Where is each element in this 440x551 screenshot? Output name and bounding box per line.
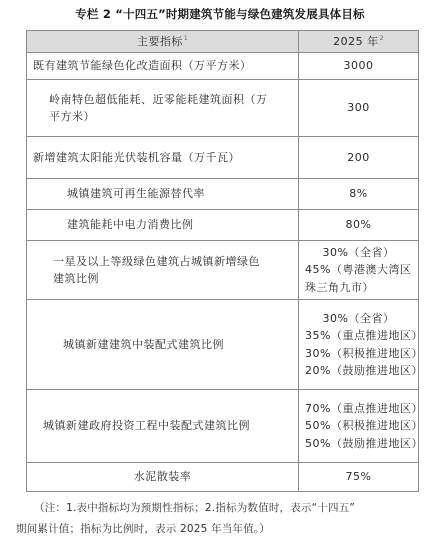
value-cell: 80% <box>299 210 419 241</box>
value-cell <box>299 241 419 300</box>
value-line: 30%（全省） <box>322 312 395 326</box>
indicator-cell: 建筑能耗中电力消费比例 <box>27 210 299 241</box>
table-row <box>27 179 419 210</box>
indicator-cell: 一星及以上等级绿色建筑占城镇新增绿色建筑比例 <box>27 241 299 300</box>
value-cell: 200 <box>299 137 419 179</box>
table-row <box>27 241 419 300</box>
value-line: 45%（粤港澳大湾区珠三角九市） <box>305 263 412 294</box>
value-cell: 8% <box>299 179 419 210</box>
indicator-cell: 岭南特色超低能耗、近零能耗建筑面积（万平方米） <box>27 80 299 137</box>
value-line: 30%（全省） <box>322 246 395 260</box>
header-indicator: 主要指标$^1$ <box>27 31 299 53</box>
value-line: 50%（积极推进地区） <box>305 419 423 433</box>
indicator-cell: 城镇新建建筑中装配式建筑比例 <box>27 300 299 390</box>
value-line: 50%（鼓励推进地区） <box>305 436 423 450</box>
table-row <box>27 463 419 492</box>
table-row <box>27 53 419 80</box>
header-year: 2025 年$^2$ <box>299 31 419 53</box>
table-row <box>27 210 419 241</box>
value-line: 30%（积极推进地区） <box>305 346 423 360</box>
indicator-cell: 城镇新建政府投资工程中装配式建筑比例 <box>27 390 299 463</box>
indicator-cell: 新增建筑太阳能光伏装机容量（万千瓦） <box>27 137 299 179</box>
indicator-cell: 既有建筑节能绿色化改造面积（万平方米） <box>27 53 299 80</box>
value-cell <box>299 390 423 463</box>
table-header-row <box>27 31 419 53</box>
value-cell: 3000 <box>299 53 419 80</box>
table-row <box>27 80 419 137</box>
targets-table <box>26 30 423 492</box>
note-line-1: （注：1.表中指标均为预期性指标；2.指标为数值时，表示“十四五” <box>34 502 356 514</box>
value-line: 20%（鼓励推进地区） <box>305 363 423 377</box>
value-cell <box>299 300 423 390</box>
indicator-cell: 城镇建筑可再生能源替代率 <box>27 179 299 210</box>
value-line: 35%（重点推进地区） <box>305 329 423 343</box>
value-cell: 300 <box>299 80 419 137</box>
table-note <box>16 498 426 540</box>
note-line-2: 期间累计值；指标为比例时，表示 2025 年当年值。） <box>16 523 271 535</box>
value-cell: 75% <box>299 463 419 492</box>
indicator-cell: 水泥散装率 <box>27 463 299 492</box>
table-row <box>27 390 419 463</box>
table-row <box>27 300 419 390</box>
table-title: 专栏 2 “十四五”时期建筑节能与绿色建筑发展具体目标 <box>75 7 365 21</box>
table-row <box>27 137 419 179</box>
value-line: 70%（重点推进地区） <box>305 402 423 416</box>
